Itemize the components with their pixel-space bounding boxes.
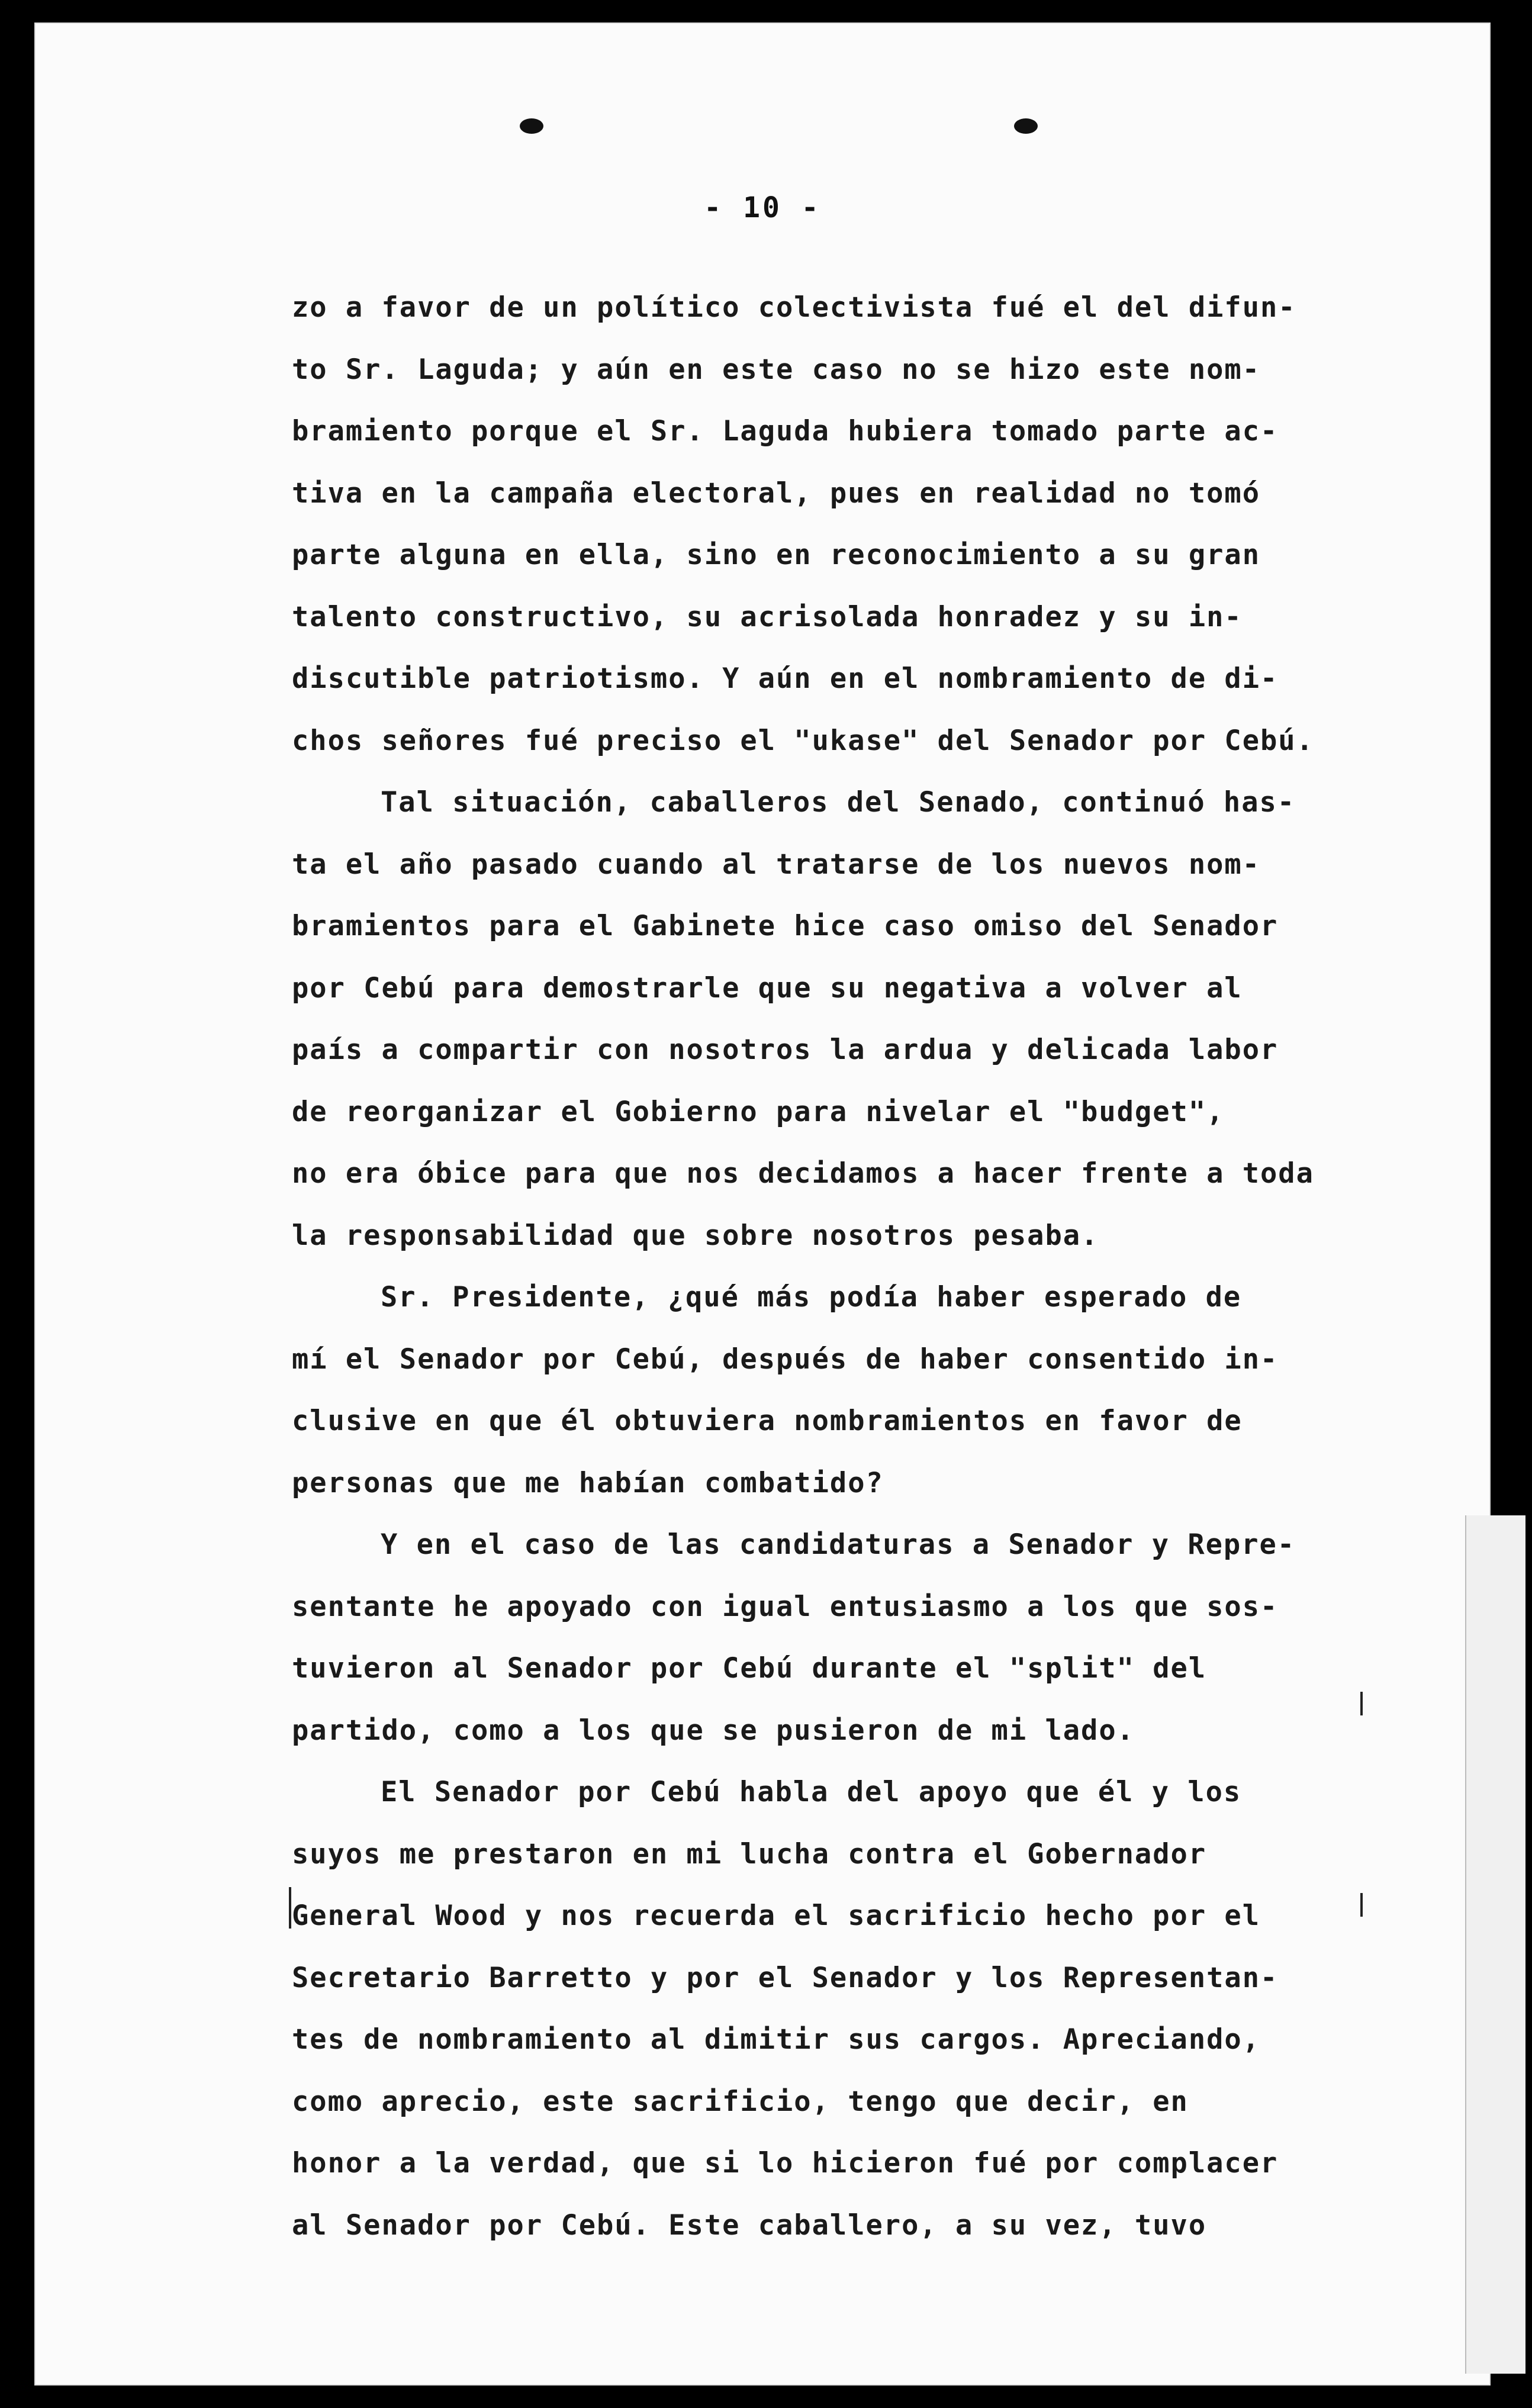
text-line: ta el año pasado cuando al tratarse de los nuevos nom- (292, 848, 1261, 881)
scan-mark (1360, 1692, 1363, 1715)
text-line: sentante he apoyado con igual entusiasmo a los que sos- (292, 1590, 1279, 1623)
text-line: país a compartir con nosotros la ardua y delicada labor (292, 1034, 1279, 1066)
scan-mark (1360, 1893, 1363, 1917)
document-body (292, 277, 1357, 2256)
page-number: - 10 - (704, 191, 821, 224)
scan-mark (289, 1887, 291, 1929)
text-line: suyos me prestaron en mi lucha contra el Gobernador (292, 1837, 1207, 1871)
text-line: to Sr. Laguda; y aún en este caso no se hizo este nom- (292, 353, 1261, 386)
text-line: Tal situación, caballeros del Senado, continuó has- (381, 786, 1296, 819)
text-line: la responsabilidad que sobre nosotros pesaba. (292, 1219, 1099, 1252)
text-line: de reorganizar el Gobierno para nivelar el "budget", (292, 1095, 1225, 1128)
text-line: El Senador por Cebú habla del apoyo que él y los (381, 1776, 1242, 1808)
text-line: personas que me habían combatido? (292, 1466, 884, 1499)
text-line: discutible patriotismo. Y aún en el nombramiento de di- (292, 662, 1279, 695)
text-line: tuvieron al Senador por Cebú durante el "split" del (292, 1652, 1207, 1685)
text-line: al Senador por Cebú. Este caballero, a su vez, tuvo (292, 2209, 1207, 2242)
text-line: Secretario Barretto y por el Senador y los Representan- (292, 1961, 1279, 1994)
text-line: Y en el caso de las candidaturas a Senador y Repre- (381, 1528, 1296, 1561)
text-line: honor a la verdad, que si lo hicieron fué por complacer (292, 2147, 1279, 2180)
text-line: mí el Senador por Cebú, después de haber consentido in- (292, 1343, 1279, 1376)
text-line: bramientos para el Gabinete hice caso omiso del Senador (292, 910, 1279, 942)
text-line: parte alguna en ella, sino en reconocimiento a su gran (292, 539, 1261, 571)
text-line: General Wood y nos recuerda el sacrificio hecho por el (292, 1900, 1261, 1932)
text-line: bramiento porque el Sr. Laguda hubiera tomado parte ac- (292, 415, 1279, 448)
text-line: tiva en la campaña electoral, pues en realidad no tomó (292, 477, 1261, 510)
text-line: como aprecio, este sacrificio, tengo que decir, en (292, 2085, 1189, 2118)
text-line: Sr. Presidente, ¿qué más podía haber esperado de (381, 1281, 1242, 1314)
text-line: partido, como a los que se pusieron de mi lado. (292, 1714, 1135, 1747)
text-line: no era óbice para que nos decidamos a hacer frente a toda (292, 1157, 1314, 1190)
text-line: chos señores fué preciso el "ukase" del Senador por Cebú. (292, 724, 1314, 757)
text-line: clusive en que él obtuviera nombramientos en favor de (292, 1405, 1243, 1437)
pasted-slip (1465, 1515, 1525, 2374)
text-line: zo a favor de un político colectivista fué el del difun- (292, 291, 1296, 324)
text-line: tes de nombramiento al dimitir sus cargos. Apreciando, (292, 2023, 1261, 2056)
text-line: talento constructivo, su acrisolada honradez y su in- (292, 600, 1243, 633)
document-page (34, 22, 1491, 2386)
text-line: por Cebú para demostrarle que su negativa a volver al (292, 971, 1243, 1005)
punch-hole-right (1014, 118, 1038, 134)
punch-hole-left (520, 118, 543, 134)
